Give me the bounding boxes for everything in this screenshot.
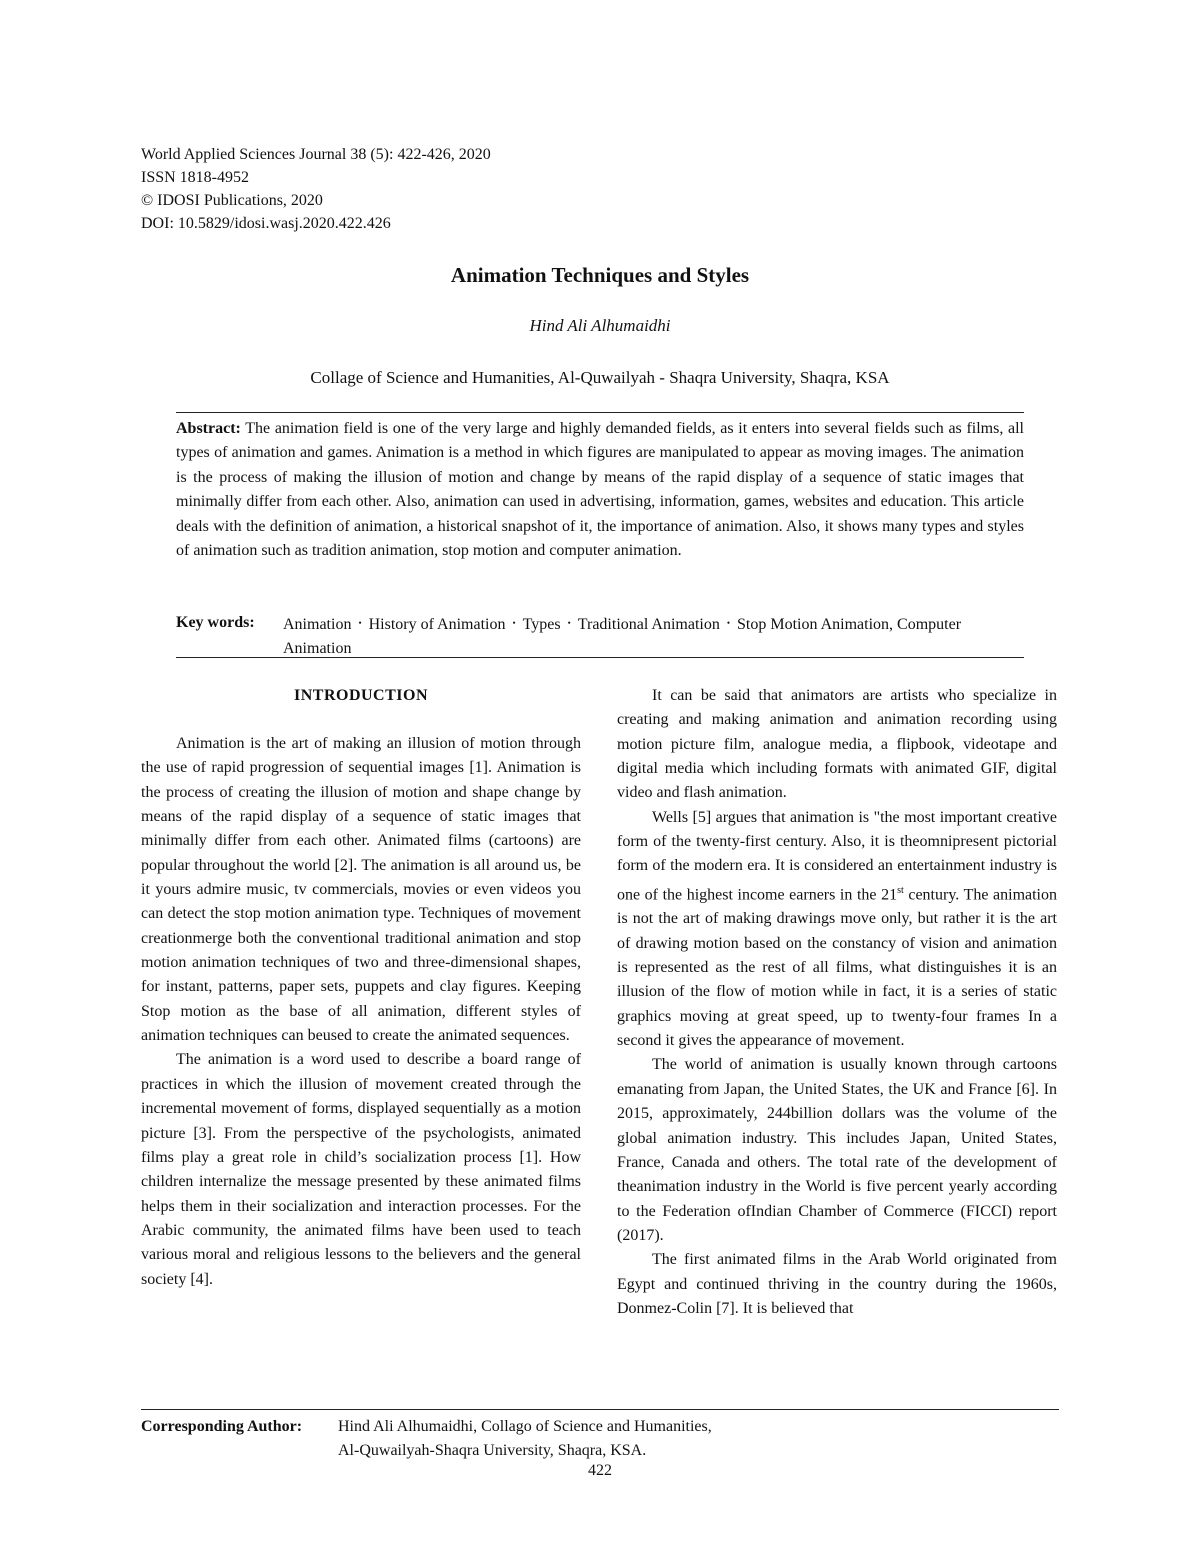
paper-title: Animation Techniques and Styles	[450, 263, 750, 287]
paragraph-text: century. The animation is not the art of making drawings move only, but rather it is the art of drawing motion based on the constancy of vision and animation is represented as the rest of all films, what distinguishes it is an illusion of the flow of motion while in fact, it is a series of static graphics moving at great speed, up to twenty-four frames In a second it gives the appearance of movement.	[617, 886, 1058, 1050]
keywords-bottom-rule	[176, 657, 1024, 658]
paragraph-text: Wells [5] argues that animation is "the most important creative form of the twenty-first century. Also, it is theomnipresent pictorial form of the modern era. It is considered an entertainment industry is one of the highest income earners in the 21	[617, 808, 1057, 904]
corresponding-author-line: Al-Quwailyah-Shaqra University, Shaqra, KSA.	[338, 1442, 647, 1459]
keyword-item: Stop Motion Animation, Computer Animation	[283, 616, 962, 657]
keyword-item: Types	[522, 616, 561, 633]
body-paragraph: It can be said that animators are artists who specialize in creating and making animation and animation recording using motion picture film, analogue media, a flipbook, videotape and digital media which including formats with animated GIF, digital video and flash animation.	[617, 687, 1057, 802]
keyword-separator: •	[567, 618, 571, 628]
footer-rule	[141, 1409, 1059, 1410]
abstract	[176, 417, 1024, 563]
corresponding-author-line: Hind Ali Alhumaidhi, Collago of Science and Humanities,	[338, 1418, 712, 1435]
left-column	[141, 684, 581, 1292]
abstract-text: The animation field is one of the very large and highly demanded fields, as it enters into several fields such as films, all types of animation and games. Animation is a method in which figures are manipulated to appear as moving images. The animation is the process of making the illusion of motion and change by means of the rapid display of a sequence of static images that minimally differ from each other. Also, animation can used in advertising, information, games, websites and education. This article deals with the definition of animation, a historical snapshot of it, the importance of animation. Also, it shows many types and styles of animation such as tradition animation, stop motion and computer animation.	[176, 420, 1024, 560]
copyright: © IDOSI Publications, 2020	[141, 192, 323, 209]
journal-citation: World Applied Sciences Journal 38 (5): 422-426, 2020	[141, 146, 491, 163]
body-paragraph: The animation is a word used to describe a board range of practices in which the illusion of movement created through the incremental movement of forms, displayed sequentially as a motion picture [3]. From the perspective of the psychologists, animated films play a great role in child’s socialization process [1]. How children internalize the message presented by these animated films helps them in their socialization and interaction processes. For the Arabic community, the animated films have been used to teach various moral and religious lessons to the believers and the general society [4].	[141, 1051, 581, 1288]
body-paragraph: Animation is the art of making an illusion of motion through the use of rapid progression of sequential images [1]. Animation is the process of creating the illusion of motion and shape change by means of the rapid display of a sequence of static images that minimally differ from each other. Animated films (cartoons) are popular throughout the world [2]. The animation is all around us, be it yours admire music, tv commercials, movies or even videos you can detect the stop motion animation type. Techniques of movement creationmerge both the conventional traditional animation and stop motion animation techniques of two and three-dimensional shapes, for instant, patterns, paper sets, puppets and clay figures. Keeping Stop motion as the base of all animation, different styles of animation techniques can beused to create the animated sequences.	[141, 735, 581, 1045]
body-paragraph: The world of animation is usually known through cartoons emanating from Japan, the United States, the UK and France [6]. In 2015, approximately, 244billion dollars was the volume of the global animation industry. This includes Japan, United States, France, Canada and others. The total rate of the development of theanimation industry in the World is five percent yearly according to the Federation ofIndian Chamber of Commerce (FICCI) report (2017).	[617, 1056, 1057, 1244]
keyword-item: Traditional Animation	[577, 616, 720, 633]
keywords-label: Key words:	[176, 614, 255, 631]
body-paragraph	[617, 806, 1057, 1054]
keyword-separator: •	[358, 618, 362, 628]
affiliation: Collage of Science and Humanities, Al-Quwailyah - Shaqra University, Shaqra, KSA	[310, 368, 890, 387]
corresponding-author-label: Corresponding Author:	[141, 1418, 303, 1435]
keyword-item: History of Animation	[368, 616, 506, 633]
author-name: Hind Ali Alhumaidhi	[529, 316, 671, 335]
right-column	[617, 684, 1057, 1321]
keyword-separator: •	[726, 618, 731, 628]
abstract-top-rule	[176, 412, 1024, 413]
section-heading-introduction: INTRODUCTION	[293, 687, 428, 704]
abstract-label: Abstract:	[176, 420, 241, 437]
doi: DOI: 10.5829/idosi.wasj.2020.422.426	[141, 215, 391, 232]
journal-header	[141, 143, 491, 235]
issn: ISSN 1818-4952	[141, 169, 250, 186]
keywords-list	[283, 611, 1028, 661]
body-paragraph: The first animated films in the Arab World originated from Egypt and continued thriving in the country during the 1960s, Donmez-Colin [7]. It is believed that	[617, 1251, 1057, 1317]
superscript: st	[897, 884, 904, 896]
keyword-item: Animation	[283, 616, 352, 633]
page-number: 422	[588, 1462, 612, 1479]
corresponding-author-details	[338, 1415, 958, 1463]
keyword-separator: •	[512, 618, 516, 628]
